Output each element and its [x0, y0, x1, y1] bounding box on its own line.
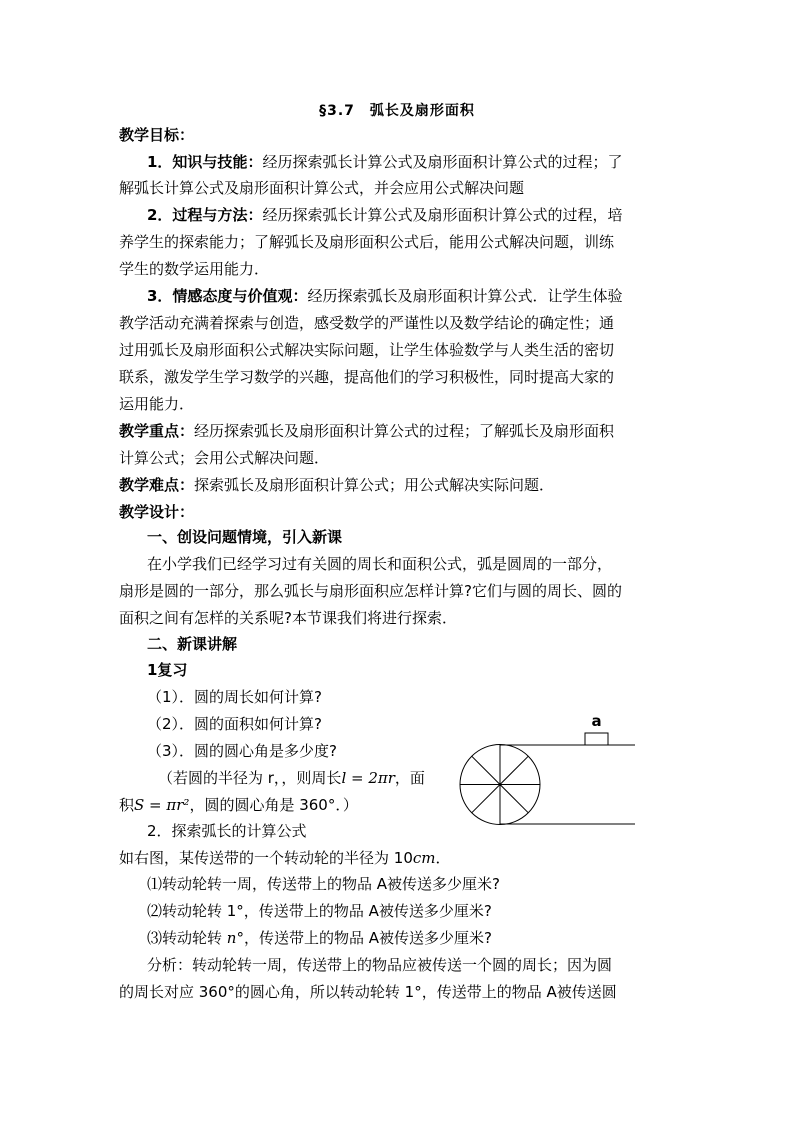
key-points-line-1 [119, 421, 614, 441]
explore-intro-prefix: 如右图，某传送带的一个转动轮的半径为 10 [119, 849, 413, 867]
review-answer-line-2 [119, 795, 358, 815]
answer-1-suffix: ，面 [394, 769, 425, 787]
difficulties-line [119, 475, 554, 495]
explore-question-3-suffix: °，传送带上的物品 A被传送多少厘米? [236, 929, 492, 947]
key-points-line-2: 计算公式；会用公式解决问题． [119, 449, 330, 467]
section1-heading: 一、创设问题情境，引入新课 [147, 528, 343, 546]
objective-attitude-line-4: 联系，激发学生学习数学的兴趣，提高他们的学习积极性，同时提高大家的 [119, 368, 615, 386]
explore-question-1: ⑴转动轮转一周，传送带上的物品 A被传送多少厘米? [147, 875, 500, 893]
review-heading: 1复习 [147, 661, 188, 679]
section1-line-2: 扇形是圆的一部分，那么弧长与扇形面积应怎样计算?它们与圆的周长、圆的 [119, 582, 622, 600]
review-question-3: （3）．圆的圆心角是多少度? [147, 742, 338, 760]
difficulties-label: 教学难点： [119, 476, 195, 494]
circumference-formula: l = 2πr [341, 769, 395, 787]
objective-knowledge-text: 经历探索弧长计算公式及扇形面积计算公式的过程；了 [262, 153, 623, 171]
objective-process-text: 经历探索弧长计算公式及扇形面积计算公式的过程，培 [262, 206, 623, 224]
section2-heading: 二、新课讲解 [147, 635, 238, 653]
explore-question-3-n: n [226, 929, 237, 947]
answer-2-suffix: ，圆的圆心角是 360°．） [189, 796, 358, 814]
objective-process-line-1 [147, 205, 622, 225]
review-answer-line-1 [158, 768, 425, 788]
objective-attitude-line-2: 教学活动充满着探索与创造，感受数学的严谨性以及数学结论的确定性；通 [119, 314, 615, 332]
objective-knowledge-label: 1．知识与技能： [147, 153, 263, 171]
objective-process-line-3: 学生的数学运用能力． [119, 260, 270, 278]
section1-line-3: 面积之间有怎样的关系呢?本节课我们将进行探索． [119, 609, 457, 627]
difficulties-text: 探索弧长及扇形面积计算公式；用公式解决实际问题． [194, 476, 555, 494]
design-heading: 教学设计： [119, 503, 195, 521]
explore-intro-suffix: ． [435, 849, 451, 867]
answer-1-prefix: （若圆的半径为 r，，则周长 [158, 769, 342, 787]
key-points-label: 教学重点： [119, 422, 195, 440]
explore-question-3-prefix: ⑶转动轮转 [147, 929, 223, 947]
objective-attitude-text: 经历探索弧长及扇形面积计算公式．让学生体验 [307, 287, 623, 305]
review-question-2: （2）．圆的面积如何计算? [147, 715, 323, 733]
object-a-block [585, 733, 608, 745]
objective-attitude-line-5: 运用能力． [119, 395, 195, 413]
objective-attitude-line-1 [147, 286, 622, 306]
section1-line-1: 在小学我们已经学习过有关圆的周长和面积公式，弧是圆周的一部分， [147, 555, 613, 573]
key-points-text: 经历探索弧长及扇形面积计算公式的过程；了解弧长及扇形面积 [194, 422, 615, 440]
analysis-line-2: 的周长对应 360°的圆心角，所以转动轮转 1°，传送带上的物品 A被传送圆 [119, 983, 617, 1001]
analysis-line-1: 分析：转动轮转一周，传送带上的物品应被传送一个圆的周长；因为圆 [147, 956, 613, 974]
page-title: §3.7 弧长及扇形面积 [319, 103, 475, 119]
review-question-1: （1）．圆的周长如何计算? [147, 688, 323, 706]
objective-attitude-line-3: 过用弧长及扇形面积公式解决实际问题，让学生体验数学与人类生活的密切 [119, 341, 615, 359]
objective-knowledge-line-1 [147, 152, 622, 172]
explore-intro-unit: cm [412, 849, 436, 867]
objectives-heading: 教学目标： [119, 126, 195, 144]
conveyor-belt-figure [455, 708, 640, 833]
area-formula: S = πr² [134, 796, 190, 814]
object-a-label: a [591, 712, 602, 730]
explore-question-2: ⑵转动轮转 1°，传送带上的物品 A被传送多少厘米? [147, 902, 492, 920]
explore-heading: 2．探索弧长的计算公式 [147, 822, 307, 840]
objective-process-label: 2．过程与方法： [147, 206, 263, 224]
wheel-spokes [460, 745, 540, 825]
objective-attitude-label: 3．情感态度与价值观： [147, 287, 308, 305]
objective-process-line-2: 养学生的探索能力；了解弧长及扇形面积公式后，能用公式解决问题，训练 [119, 233, 615, 251]
answer-2-prefix: 积 [119, 796, 135, 814]
explore-intro [119, 848, 451, 868]
objective-knowledge-line-2: 解弧长计算公式及扇形面积计算公式，并会应用公式解决问题 [119, 179, 525, 197]
explore-question-3 [147, 928, 492, 948]
